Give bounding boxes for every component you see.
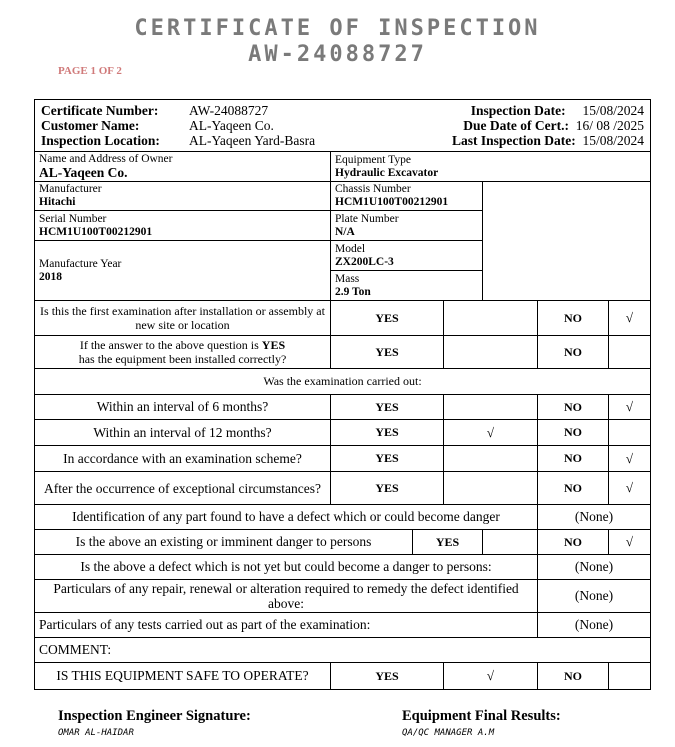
year-value: 2018 <box>39 270 62 283</box>
check-icon: √ <box>444 663 538 690</box>
last-inspection-date: 15/08/2024 <box>582 133 644 148</box>
yes-label: YES <box>331 336 444 369</box>
serial-label: Serial Number <box>39 212 107 225</box>
due-date-label: Due Date of Cert.: <box>463 118 569 133</box>
manufacturer-value: Hitachi <box>39 196 76 208</box>
no-label: NO <box>538 301 609 336</box>
inspection-table <box>34 99 651 690</box>
no-label: NO <box>538 472 609 505</box>
question-installed: If the answer to the above question is YES has the equipment been installed correctly? <box>35 336 331 369</box>
year-cell <box>35 241 331 301</box>
no-mark-empty <box>609 663 651 690</box>
question-row-danger <box>35 530 651 555</box>
yes-mark-empty <box>444 472 538 505</box>
location-label: Inspection Location: <box>41 133 160 148</box>
no-mark-empty <box>609 420 651 446</box>
owner-label: Name and Address of Owner <box>39 153 173 165</box>
final-results-label: Equipment Final Results: <box>402 708 561 724</box>
year-label: Manufacture Year <box>39 257 122 270</box>
mass-label: Mass <box>335 272 360 285</box>
yes-mark-empty <box>444 336 538 369</box>
answer-defect-part: (None) <box>538 505 651 530</box>
question-interval-12: Within an interval of 12 months? <box>35 420 331 446</box>
check-icon: √ <box>609 301 651 336</box>
mass-value: 2.9 Ton <box>335 285 371 298</box>
document-title: CERTIFICATE OF INSPECTION <box>134 16 541 41</box>
no-label: NO <box>538 395 609 420</box>
manager-name: QA/QC MANAGER A.M <box>402 728 495 738</box>
equipment-type-label: Equipment Type <box>335 153 411 166</box>
manufacturer-cell <box>35 182 331 211</box>
question-interval-6: Within an interval of 6 months? <box>35 395 331 420</box>
owner-value: AL-Yaqeen Co. <box>39 165 128 180</box>
question-safe-to-operate: IS THIS EQUIPMENT SAFE TO OPERATE? <box>35 663 331 690</box>
page-indicator: PAGE 1 OF 2 <box>58 65 122 77</box>
yes-label: YES <box>331 420 444 446</box>
check-icon: √ <box>609 395 651 420</box>
check-icon: √ <box>609 530 651 555</box>
model-cell <box>331 241 483 271</box>
question-tests: Particulars of any tests carried out as part of the examination: <box>35 613 538 638</box>
yes-label: YES <box>331 663 444 690</box>
customer-label: Customer Name: <box>41 118 140 133</box>
due-date: 16/ 08 /2025 <box>575 118 644 133</box>
question-exceptional: After the occurrence of exceptional circumstances? <box>35 472 331 505</box>
question-danger: Is the above an existing or imminent danger to persons <box>35 530 413 555</box>
serial-cell <box>35 211 331 241</box>
inspection-location: AL-Yaqeen Yard-Basra <box>189 133 316 148</box>
question-scheme: In accordance with an examination scheme? <box>35 446 331 472</box>
yes-label: YES <box>331 446 444 472</box>
check-icon: √ <box>609 446 651 472</box>
question-row-scheme <box>35 446 651 472</box>
serial-value: HCM1U100T00212901 <box>39 225 153 238</box>
plate-value: N/A <box>335 225 355 238</box>
yes-label: YES <box>331 301 444 336</box>
no-label: NO <box>538 336 609 369</box>
yes-mark-empty <box>483 530 538 555</box>
no-label: NO <box>538 446 609 472</box>
engineer-signature-label: Inspection Engineer Signature: <box>58 708 251 724</box>
plate-label: Plate Number <box>335 212 399 225</box>
cert-number: AW-24088727 <box>189 103 269 118</box>
answer-tests: (None) <box>538 613 651 638</box>
yes-label: YES <box>413 530 483 555</box>
question-row-first-exam <box>35 301 651 336</box>
certificate-header <box>35 100 651 152</box>
answer-repair: (None) <box>538 580 651 613</box>
manufacturer-label: Manufacturer <box>39 183 102 195</box>
blank-details-cell <box>483 182 651 301</box>
question-defect-part: Identification of any part found to have a defect which or could become danger <box>35 505 538 530</box>
check-icon: √ <box>609 472 651 505</box>
inspection-date: 15/08/2024 <box>582 103 644 118</box>
question-row-interval12 <box>35 420 651 446</box>
question-row-interval6 <box>35 395 651 420</box>
owner-cell <box>35 152 331 182</box>
yes-mark-empty <box>444 301 538 336</box>
yes-mark-empty <box>444 446 538 472</box>
last-inspection-label: Last Inspection Date: <box>451 133 576 148</box>
engineer-name: OMAR AL-HAIDAR <box>58 728 134 738</box>
inspection-date-label: Inspection Date: <box>470 103 566 118</box>
chassis-cell <box>331 182 483 211</box>
answer-future-defect: (None) <box>538 555 651 580</box>
no-label: NO <box>538 420 609 446</box>
plate-cell <box>331 211 483 241</box>
model-value: ZX200LC-3 <box>335 255 394 268</box>
examination-carried-out-heading: Was the examination carried out: <box>35 369 651 395</box>
question-first-exam: Is this the first examination after installation or assembly at new site or location <box>35 301 331 336</box>
no-label: NO <box>538 530 609 555</box>
mass-cell <box>331 271 483 301</box>
question-future-defect: Is the above a defect which is not yet but could become a danger to persons: <box>35 555 538 580</box>
equipment-type-cell <box>331 152 651 182</box>
question-row-safe <box>35 663 651 690</box>
chassis-label: Chassis Number <box>335 183 411 195</box>
no-label: NO <box>538 663 609 690</box>
question-row-exceptional <box>35 472 651 505</box>
yes-label: YES <box>331 395 444 420</box>
cert-number-label: Certificate Number: <box>41 103 159 118</box>
customer-name: AL-Yaqeen Co. <box>189 118 274 133</box>
no-mark-empty <box>609 336 651 369</box>
model-label: Model <box>335 242 366 255</box>
question-repair: Particulars of any repair, renewal or alteration required to remedy the defect identified above: <box>35 580 538 613</box>
check-icon: √ <box>444 420 538 446</box>
certificate-id-heading: AW-24088727 <box>248 42 427 67</box>
yes-mark-empty <box>444 395 538 420</box>
chassis-value: HCM1U100T00212901 <box>335 196 449 208</box>
equipment-type-value: Hydraulic Excavator <box>335 166 439 179</box>
comment-row: COMMENT: <box>35 638 651 663</box>
question-row-installed <box>35 336 651 369</box>
yes-label: YES <box>331 472 444 505</box>
